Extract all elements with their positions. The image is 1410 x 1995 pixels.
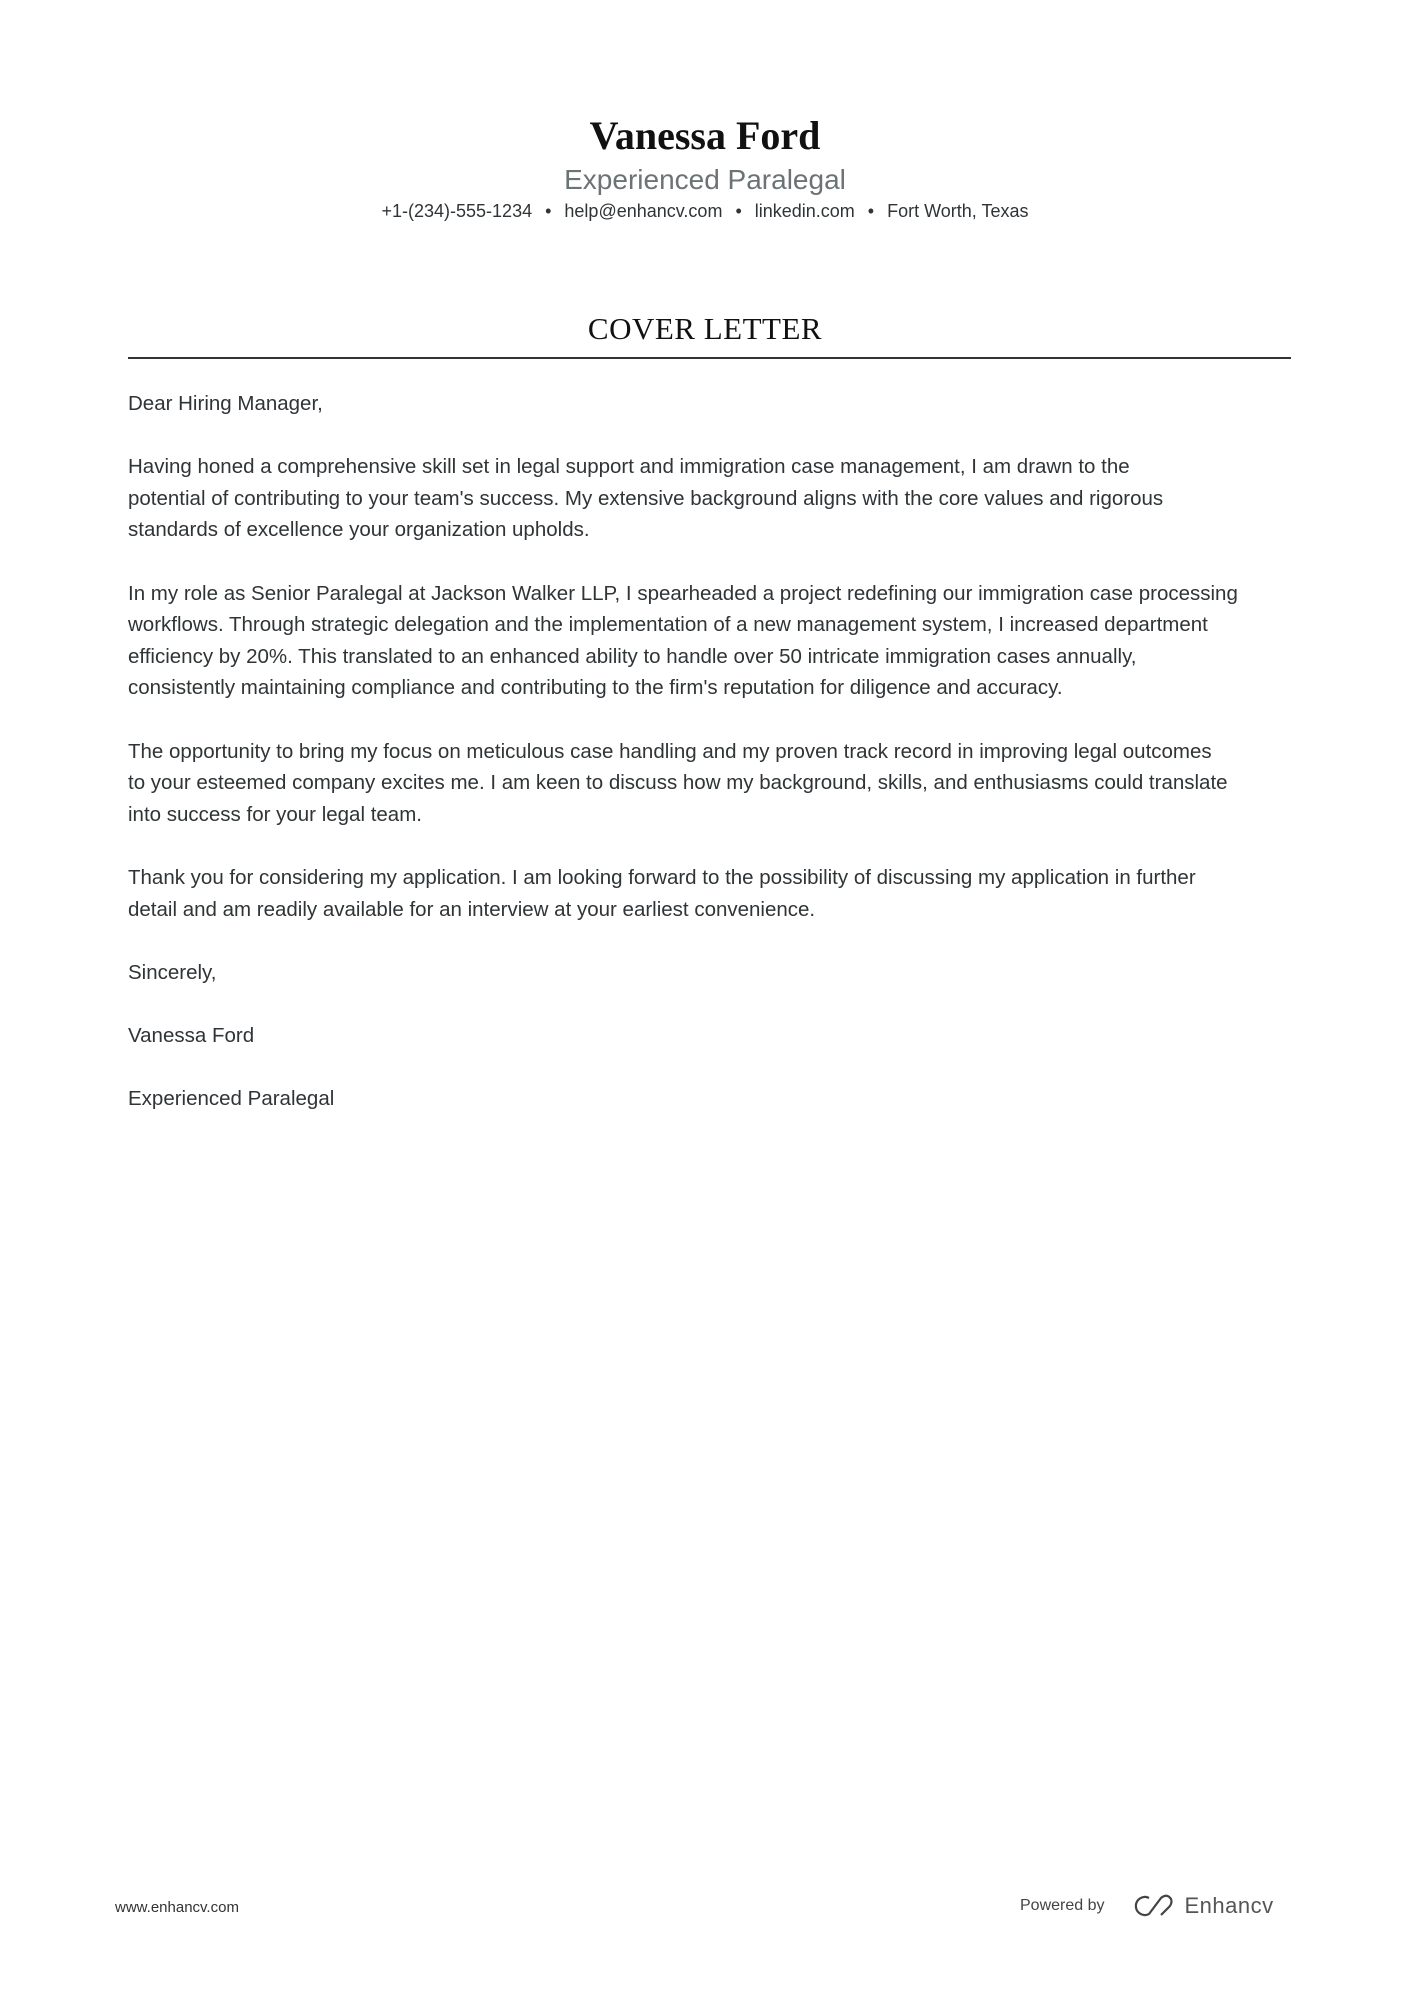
phone: +1-(234)-555-1234	[381, 201, 533, 221]
line: detail and am readily available for an interview at your earliest convenience.	[128, 897, 816, 921]
line: into success for your legal team.	[128, 802, 422, 826]
line: Thank you for considering my application. I am looking forward to the possibility of discussing my application in further	[128, 865, 1196, 889]
applicant-name: Vanessa Ford	[589, 113, 821, 158]
contact-info	[0, 199, 1410, 223]
footer-website[interactable]: www.enhancv.com	[115, 1899, 239, 1916]
bullet-separator: •	[867, 201, 875, 221]
paragraph-4	[128, 862, 1298, 925]
paragraph-3	[128, 736, 1298, 831]
powered-by-label: Powered by	[1020, 1897, 1105, 1914]
enhancv-brand: Enhancv	[1184, 1893, 1274, 1918]
signature-title: Experienced Paralegal	[128, 1087, 335, 1111]
line: consistently maintaining compliance and contributing to the firm's reputation for diligence and accuracy.	[128, 676, 1063, 700]
greeting: Dear Hiring Manager,	[128, 392, 323, 415]
paragraph-2	[128, 578, 1298, 704]
applicant-title: Experienced Paralegal	[564, 164, 846, 195]
enhancv-logo-icon	[1131, 1894, 1175, 1918]
line: potential of contributing to your team's success. My extensive background aligns with the core values and rigorous	[128, 486, 1164, 510]
closing: Sincerely,	[128, 960, 217, 984]
line: standards of excellence your organization upholds.	[128, 518, 590, 542]
email[interactable]: help@enhancv.com	[564, 201, 723, 221]
section-title: COVER LETTER	[587, 311, 823, 346]
location: Fort Worth, Texas	[887, 201, 1029, 221]
line: In my role as Senior Paralegal at Jackson Walker LLP, I spearheaded a project redefining our immigration case processing	[128, 581, 1238, 605]
line: The opportunity to bring my focus on meticulous case handling and my proven track record in improving legal outcomes	[128, 739, 1212, 763]
bullet-separator: •	[735, 201, 742, 221]
resume-header	[0, 112, 1410, 223]
signature-name: Vanessa Ford	[128, 1023, 255, 1047]
paragraph-1	[128, 451, 1298, 546]
bullet-separator: •	[545, 201, 552, 221]
letter-body	[128, 388, 1298, 1146]
line: workflows. Through strategic delegation and the implementation of a new management system, I increased department	[128, 613, 1208, 637]
line: to your esteemed company excites me. I am keen to discuss how my background, skills, and enthusiasms could translate	[128, 771, 1228, 795]
line: efficiency by 20%. This translated to an enhanced ability to handle over 50 intricate immigration cases annually,	[128, 644, 1137, 668]
linkedin[interactable]: linkedin.com	[754, 201, 855, 221]
powered-by	[1020, 1893, 1274, 1919]
enhancv-logo[interactable]	[1131, 1893, 1274, 1919]
divider	[128, 357, 1291, 359]
line: Having honed a comprehensive skill set in legal support and immigration case management, I am drawn to the	[128, 455, 1130, 479]
